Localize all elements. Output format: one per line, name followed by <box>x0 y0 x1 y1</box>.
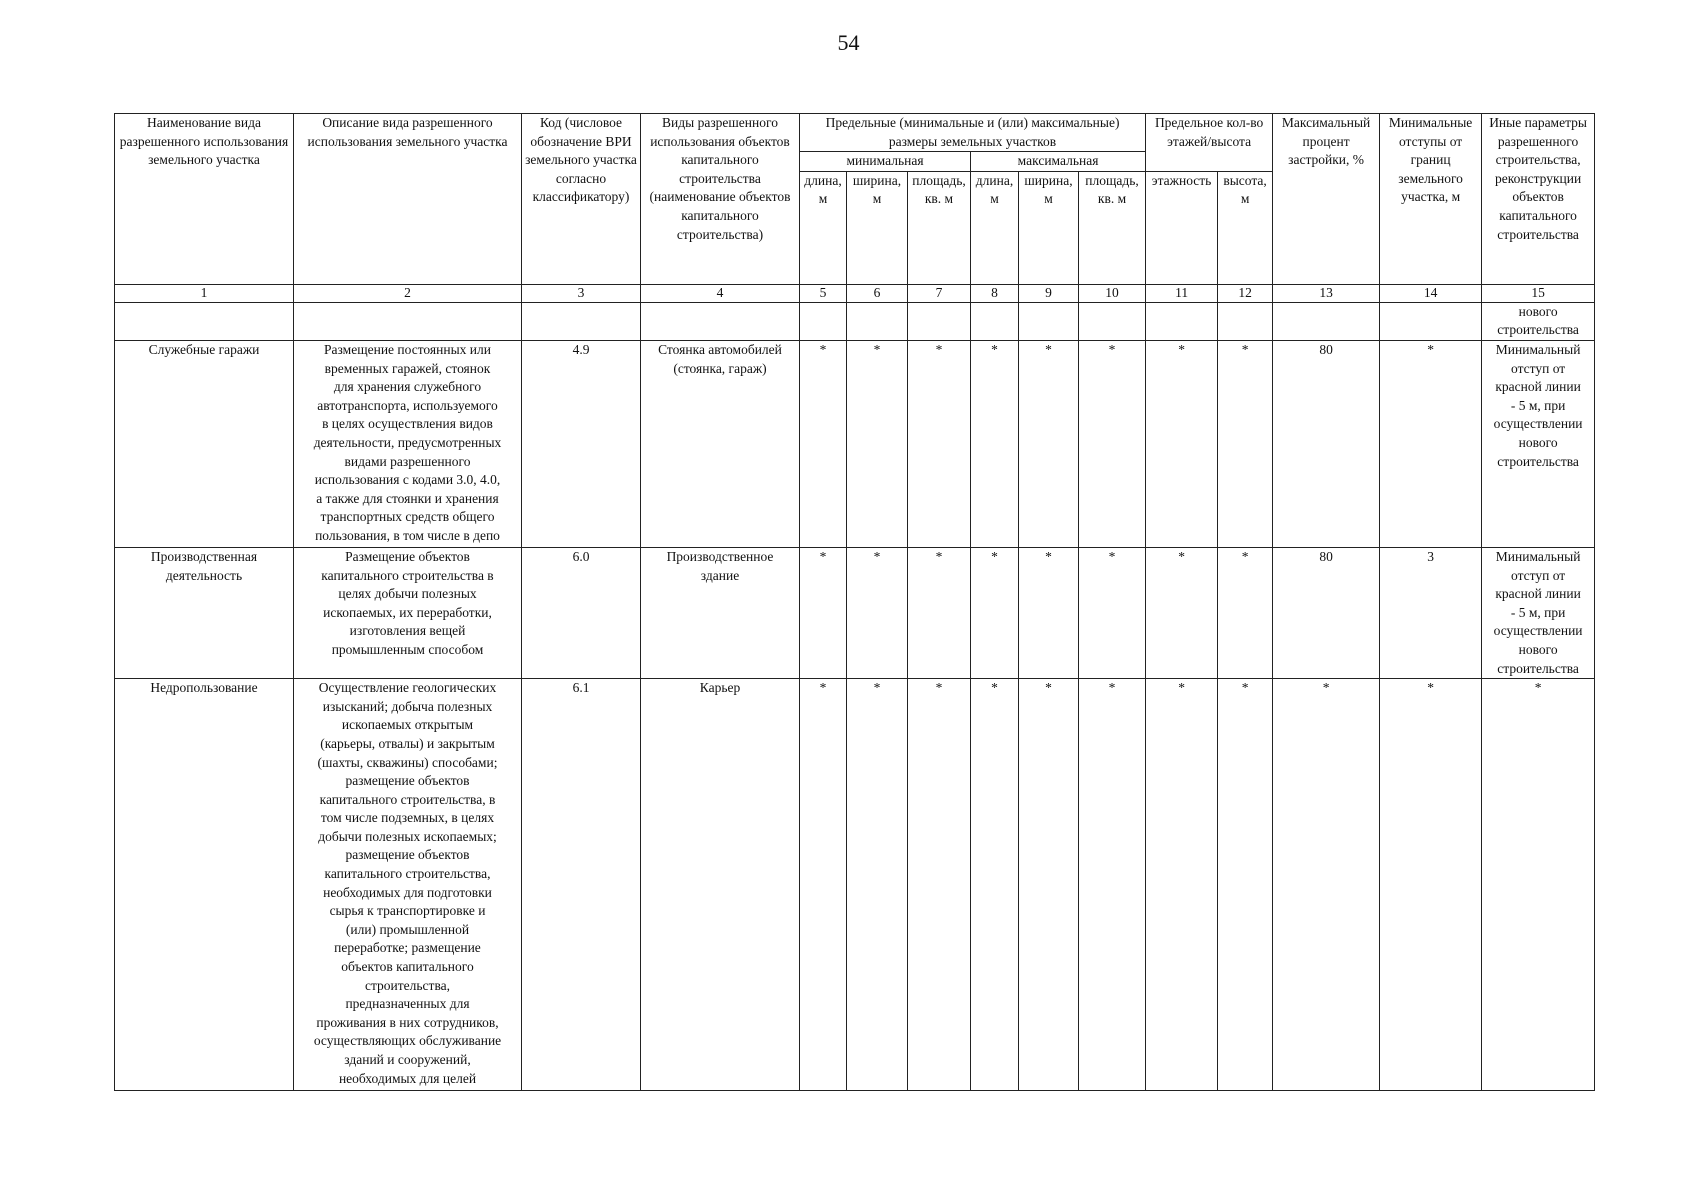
capital-construction-types: Производственное здание <box>641 547 800 678</box>
column-number: 6 <box>847 284 908 302</box>
header-max-length: длина, м <box>971 171 1019 284</box>
min-length-value: * <box>800 679 847 1091</box>
floors-value: * <box>1146 340 1218 547</box>
max-width-value: * <box>1019 547 1079 678</box>
header-min-width: ширина, м <box>847 171 908 284</box>
min-area-value: * <box>908 547 971 678</box>
column-number: 1 <box>115 284 294 302</box>
land-use-description: Осуществление геологических изысканий; добыча полезных ископаемых открытым (карьеры, отвалы) и закрытым (шахты, скважины) способами; размещение объектов капитального строительства, в том числе подземных, в целях добычи полезных ископаемых; размещение объектов капитального строительства, необходимых для подготовки сырья к транспортировке и (или) промышленной переработке; размещение объектов капитального строительства, предназначенных для проживания в них сотрудников, осуществляющих обслуживание зданий и сооружений, необходимых для целей <box>294 679 522 1091</box>
header-floor-height-limits: Предельное кол-во этажей/высота <box>1146 114 1273 172</box>
max-area-value: * <box>1079 340 1146 547</box>
header-min-length: длина, м <box>800 171 847 284</box>
height-value: * <box>1218 340 1273 547</box>
land-use-description: Размещение объектов капитального строительства в целях добычи полезных ископаемых, их переработки, изготовления вещей промышленным способом <box>294 547 522 678</box>
min-width-value: * <box>847 340 908 547</box>
column-number: 3 <box>522 284 641 302</box>
header-min-setbacks: Минимальные отступы от границ земельного участка, м <box>1380 114 1482 285</box>
land-use-description: Размещение постоянных или временных гаражей, стоянок для хранения служебного автотранспорта, используемого в целях осуществления видов деятельности, предусмотренных видами разрешенного использования с кодами 3.0, 4.0, а также для стоянки и хранения транспортных средств общего пользования, в том числе в депо <box>294 340 522 547</box>
land-use-code: 4.9 <box>522 340 641 547</box>
header-max-building-percent: Максимальный процент застройки, % <box>1273 114 1380 285</box>
min-length-value <box>800 302 847 340</box>
min-area-value: * <box>908 679 971 1091</box>
column-number: 8 <box>971 284 1019 302</box>
column-number: 9 <box>1019 284 1079 302</box>
header-capital-construction-types: Виды разрешенного использования объектов капитального строительства (наименование объектов капитального строительства) <box>641 114 800 285</box>
max-building-percent-value: 80 <box>1273 547 1380 678</box>
max-building-percent-value: * <box>1273 679 1380 1091</box>
land-use-name: Недропользование <box>115 679 294 1091</box>
other-parameters-value: Минимальный отступ от красной линии - 5 м, при осуществлении нового строительства <box>1482 547 1595 678</box>
capital-construction-types <box>641 302 800 340</box>
height-value: * <box>1218 679 1273 1091</box>
header-maximum-group: максимальная <box>971 152 1146 172</box>
column-number: 14 <box>1380 284 1482 302</box>
table-row <box>115 302 1595 340</box>
column-number-row <box>115 284 1595 302</box>
max-area-value <box>1079 302 1146 340</box>
header-max-area: площадь, кв. м <box>1079 171 1146 284</box>
table-row <box>115 679 1595 1091</box>
capital-construction-types: Стоянка автомобилей (стоянка, гараж) <box>641 340 800 547</box>
max-area-value: * <box>1079 679 1146 1091</box>
column-number: 2 <box>294 284 522 302</box>
min-length-value: * <box>800 547 847 678</box>
min-area-value <box>908 302 971 340</box>
column-number: 11 <box>1146 284 1218 302</box>
column-number: 4 <box>641 284 800 302</box>
header-minimum-group: минимальная <box>800 152 971 172</box>
land-use-description <box>294 302 522 340</box>
max-area-value: * <box>1079 547 1146 678</box>
page-number: 54 <box>837 30 860 55</box>
header-other-parameters: Иные параметры разрешенного строительства, реконструкции объектов капитального строительства <box>1482 114 1595 285</box>
other-parameters-value: нового строительства <box>1482 302 1595 340</box>
header-land-use-description: Описание вида разрешенного использования земельного участка <box>294 114 522 285</box>
floors-value: * <box>1146 547 1218 678</box>
max-building-percent-value <box>1273 302 1380 340</box>
header-land-use-name: Наименование вида разрешенного использования земельного участка <box>115 114 294 285</box>
land-use-regulations-table <box>114 113 1595 1091</box>
max-length-value <box>971 302 1019 340</box>
header-min-area: площадь, кв. м <box>908 171 971 284</box>
height-value: * <box>1218 547 1273 678</box>
min-setback-value: 3 <box>1380 547 1482 678</box>
min-setback-value: * <box>1380 340 1482 547</box>
header-height: высота, м <box>1218 171 1273 284</box>
column-number: 10 <box>1079 284 1146 302</box>
min-setback-value: * <box>1380 679 1482 1091</box>
min-area-value: * <box>908 340 971 547</box>
land-use-name: Производственная деятельность <box>115 547 294 678</box>
max-length-value: * <box>971 679 1019 1091</box>
max-building-percent-value: 80 <box>1273 340 1380 547</box>
min-width-value: * <box>847 679 908 1091</box>
header-plot-size-limits: Предельные (минимальные и (или) максимальные) размеры земельных участков <box>800 114 1146 152</box>
floors-value: * <box>1146 679 1218 1091</box>
land-use-code: 6.0 <box>522 547 641 678</box>
land-use-code: 6.1 <box>522 679 641 1091</box>
min-width-value: * <box>847 547 908 678</box>
other-parameters-value: * <box>1482 679 1595 1091</box>
column-number: 12 <box>1218 284 1273 302</box>
column-number: 7 <box>908 284 971 302</box>
other-parameters-value: Минимальный отступ от красной линии - 5 м, при осуществлении нового строительства <box>1482 340 1595 547</box>
table-row <box>115 547 1595 678</box>
max-length-value: * <box>971 340 1019 547</box>
max-length-value: * <box>971 547 1019 678</box>
header-floors: этажность <box>1146 171 1218 284</box>
capital-construction-types: Карьер <box>641 679 800 1091</box>
max-width-value: * <box>1019 340 1079 547</box>
column-number: 5 <box>800 284 847 302</box>
land-use-name: Служебные гаражи <box>115 340 294 547</box>
land-use-code <box>522 302 641 340</box>
min-length-value: * <box>800 340 847 547</box>
column-number: 15 <box>1482 284 1595 302</box>
header-max-width: ширина, м <box>1019 171 1079 284</box>
column-number: 13 <box>1273 284 1380 302</box>
max-width-value: * <box>1019 679 1079 1091</box>
min-setback-value <box>1380 302 1482 340</box>
table-row <box>115 340 1595 547</box>
header-land-use-code: Код (числовое обозначение ВРИ земельного участка согласно классификатору) <box>522 114 641 285</box>
max-width-value <box>1019 302 1079 340</box>
min-width-value <box>847 302 908 340</box>
height-value <box>1218 302 1273 340</box>
land-use-name <box>115 302 294 340</box>
floors-value <box>1146 302 1218 340</box>
